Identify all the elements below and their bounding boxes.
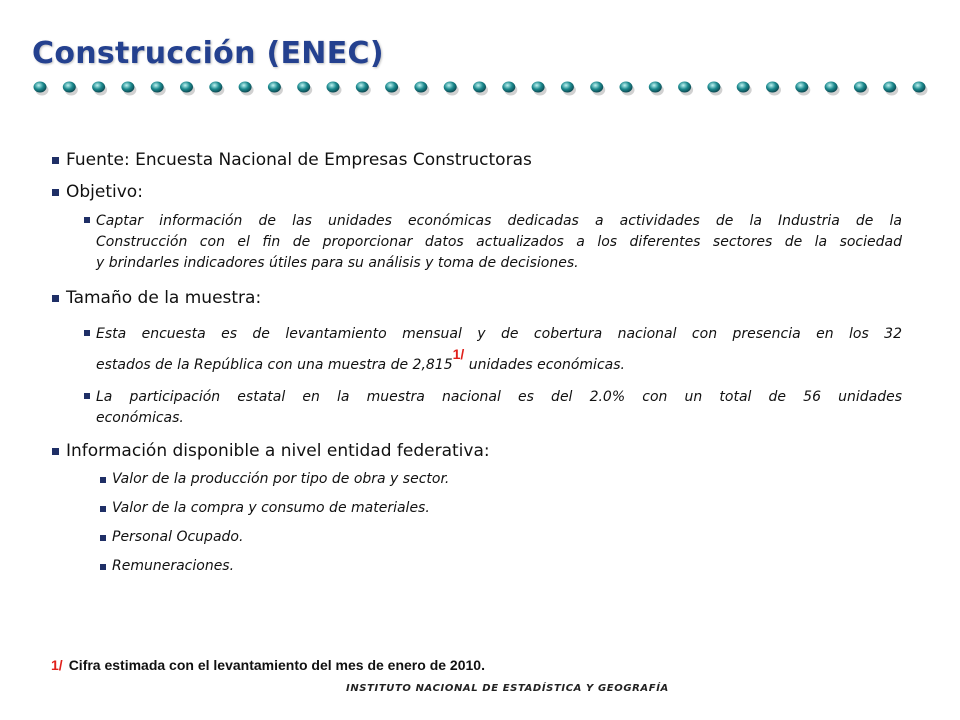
decorative-dot xyxy=(121,82,134,93)
decorative-dot xyxy=(327,82,340,93)
footnote-mark: 1/ xyxy=(51,657,63,673)
page-title: Construcción (ENEC) xyxy=(32,36,384,71)
decorative-dot xyxy=(678,82,691,93)
objetivo-line-2: Construcción con el fin de proporcionar datos actualizados a los diferentes sectores de la sociedad xyxy=(96,234,902,250)
decorative-dot xyxy=(854,82,867,93)
decorative-dot xyxy=(913,82,926,93)
info-item-text: Personal Ocupado. xyxy=(112,529,244,545)
decorative-dot xyxy=(63,82,76,93)
square-bullet-icon xyxy=(52,157,59,164)
decorative-dot xyxy=(649,82,662,93)
decorative-dot xyxy=(209,82,222,93)
decorative-dot xyxy=(239,82,252,93)
decorative-dot xyxy=(766,82,779,93)
square-bullet-icon xyxy=(84,330,90,336)
square-bullet-icon xyxy=(100,477,106,483)
sample-size-text: estados de la República con una muestra de 2,815 xyxy=(96,357,453,373)
tamano-item-2 xyxy=(84,387,902,429)
decorative-dot xyxy=(356,82,369,93)
footnote-ref: 1/ xyxy=(452,346,465,362)
fuente-text: Fuente: Encuesta Nacional de Empresas Constructoras xyxy=(66,150,532,170)
info-heading: Información disponible a nivel entidad federativa: xyxy=(66,441,490,461)
square-bullet-icon xyxy=(100,535,106,541)
decorative-dot xyxy=(502,82,515,93)
decorative-dot xyxy=(737,82,750,93)
objetivo-line-1: Captar información de las unidades económicas dedicadas a actividades de la Industria de la xyxy=(96,213,902,229)
sample-unit-text: unidades económicas. xyxy=(464,357,625,373)
tamano-item-1-line-2 xyxy=(96,346,902,376)
decorative-dot xyxy=(590,82,603,93)
dotted-divider xyxy=(30,76,940,98)
tamano-item-2-line-1: La participación estatal en la muestra nacional es del 2.0% con un total de 56 unidades xyxy=(96,389,902,405)
decorative-dot xyxy=(707,82,720,93)
decorative-dot xyxy=(561,82,574,93)
decorative-dot xyxy=(883,82,896,93)
info-item-text: Remuneraciones. xyxy=(112,558,235,574)
institution-footer: INSTITUTO NACIONAL DE ESTADÍSTICA Y GEOGRAFÍA xyxy=(346,683,669,694)
decorative-dot xyxy=(532,82,545,93)
square-bullet-icon xyxy=(52,448,59,455)
objetivo-item xyxy=(84,211,902,274)
footnote-text: Cifra estimada con el levantamiento del mes de enero de 2010. xyxy=(68,657,485,673)
square-bullet-icon xyxy=(52,295,59,302)
tamano-item-1-line-1: Esta encuesta es de levantamiento mensual y de cobertura nacional con presencia en los 32 xyxy=(96,326,902,342)
decorative-dot xyxy=(825,82,838,93)
decorative-dot xyxy=(92,82,105,93)
square-bullet-icon xyxy=(52,189,59,196)
decorative-dot xyxy=(473,82,486,93)
tamano-heading: Tamaño de la muestra: xyxy=(66,288,262,308)
decorative-dot xyxy=(385,82,398,93)
decorative-dot xyxy=(151,82,164,93)
decorative-dot xyxy=(268,82,281,93)
decorative-dot xyxy=(414,82,427,93)
square-bullet-icon xyxy=(100,564,106,570)
square-bullet-icon xyxy=(84,393,90,399)
footnote xyxy=(51,657,485,673)
objetivo-line-3: y brindarles indicadores útiles para su análisis y toma de decisiones. xyxy=(96,255,579,271)
decorative-dot xyxy=(34,82,47,93)
square-bullet-icon xyxy=(84,217,90,223)
decorative-dot xyxy=(444,82,457,93)
decorative-dot xyxy=(795,82,808,93)
decorative-dot xyxy=(180,82,193,93)
decorative-dot xyxy=(620,82,633,93)
decorative-dot xyxy=(297,82,310,93)
tamano-item-1 xyxy=(84,324,902,345)
info-item-text: Valor de la producción por tipo de obra y sector. xyxy=(112,471,450,487)
objetivo-heading: Objetivo: xyxy=(66,182,143,202)
tamano-item-1-cont xyxy=(84,346,902,376)
tamano-item-2-line-2: económicas. xyxy=(96,410,184,426)
info-item-text: Valor de la compra y consumo de materiales. xyxy=(112,500,430,516)
square-bullet-icon xyxy=(100,506,106,512)
